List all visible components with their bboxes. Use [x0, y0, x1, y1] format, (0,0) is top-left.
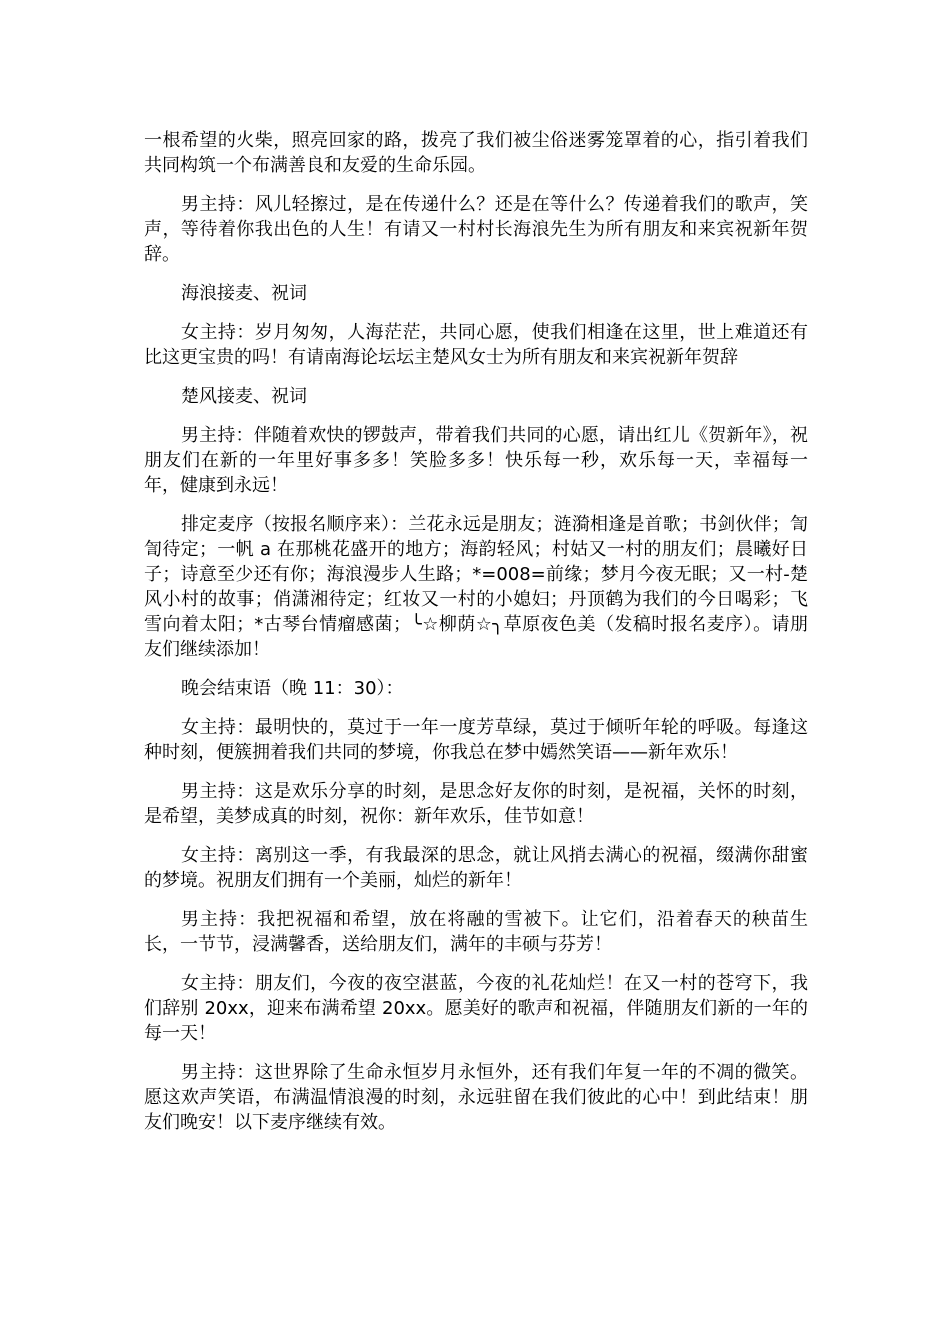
- paragraph-male-host-new-year-speech-intro: 男主持：风儿轻擦过，是在传递什么？还是在等什么？传递着我们的歌声，笑声，等待着你我出色的人生！有请又一村村长海浪先生为所有朋友和来宾祝新年贺辞。: [144, 194, 808, 265]
- paragraph-hailang-speech: 海浪接麦、祝词: [181, 283, 307, 304]
- paragraph-male-host-closing-1: 男主持：这是欢乐分享的时刻，是思念好友你的时刻，是祝福，关怀的时刻，是希望，美梦成真的时刻，祝你：新年欢乐，佳节如意！: [144, 781, 808, 827]
- paragraph-mic-order-list: 排定麦序（按报名顺序来）：兰花永远是朋友；涟漪相逢是首歌；书剑伙伴；訇訇待定；一帆 a 在那桃花盛开的地方；海韵轻风；村姑又一村的朋友们；晨曦好日子；诗意至少还有你；海浪漫步人生路；*=008=前缘；梦月今夜无眠；又一村-楚风小村的故事；俏潇湘待定；红妆又一村的小媳妇；丹顶鹤为我们的今日喝彩；飞雪向着太阳；*古琴台情瘤感菌；╰☆柳荫☆╮草原夜色美（发稿时报名麦序）。请朋友们继续添加！: [144, 514, 808, 660]
- paragraph-female-host-closing-1: 女主持：最明快的，莫过于一年一度芳草绿，莫过于倾听年轮的呼吸。每逢这种时刻，便簇拥着我们共同的梦境，你我总在梦中嫣然笑语——新年欢乐！: [144, 717, 808, 763]
- paragraph-continuation: 一根希望的火柴，照亮回家的路，拨亮了我们被尘俗迷雾笼罩着的心，指引着我们共同构筑一个布满善良和友爱的生命乐园。: [144, 130, 808, 176]
- paragraph-female-host-closing-3: 女主持：朋友们，今夜的夜空湛蓝，今夜的礼花灿烂！在又一村的苍穹下，我们辞别 20xx，迎来布满希望 20xx。愿美好的歌声和祝福，伴随朋友们新的一年的每一天！: [144, 973, 808, 1044]
- paragraph-female-host-closing-2: 女主持：离别这一季，有我最深的思念，就让风捎去满心的祝福，缀满你甜蜜的梦境。祝朋友们拥有一个美丽，灿烂的新年！: [144, 845, 808, 891]
- paragraph-closing-heading: 晚会结束语（晚 11：30）：: [181, 678, 404, 699]
- paragraph-chufeng-speech: 楚风接麦、祝词: [181, 386, 307, 407]
- paragraph-male-host-hongr-intro: 男主持：伴随着欢快的锣鼓声，带着我们共同的心愿，请出红儿《贺新年》，祝朋友们在新的一年里好事多多！笑脸多多！快乐每一秒，欢乐每一天，幸福每一年，健康到永远！: [144, 425, 808, 496]
- paragraph-male-host-closing-3: 男主持：这世界除了生命永恒岁月永恒外，还有我们年复一年的不凋的微笑。愿这欢声笑语，布满温情浪漫的时刻，永远驻留在我们彼此的心中！到此结束！朋友们晚安！以下麦序继续有效。: [144, 1062, 808, 1133]
- document-body: [144, 128, 808, 1149]
- paragraph-male-host-closing-2: 男主持：我把祝福和希望，放在将融的雪被下。让它们，沿着春天的秧苗生长，一节节，浸满馨香，送给朋友们，满年的丰硕与芬芳！: [144, 909, 808, 955]
- paragraph-female-host-chufeng-intro: 女主持：岁月匆匆，人海茫茫，共同心愿，使我们相逢在这里，世上难道还有比这更宝贵的吗！有请南海论坛坛主楚风女士为所有朋友和来宾祝新年贺辞: [144, 322, 808, 368]
